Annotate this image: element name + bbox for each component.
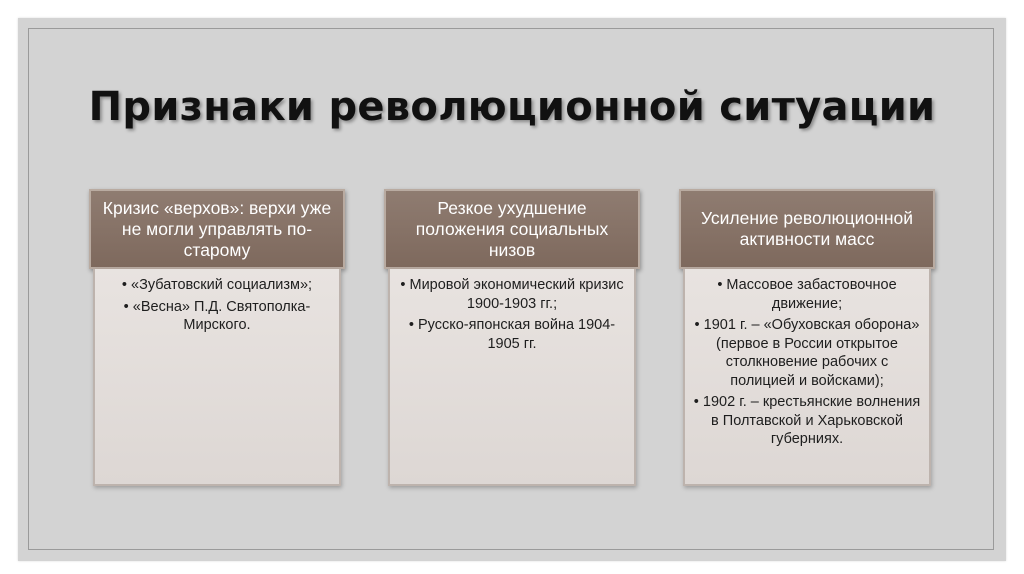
list-item: • Массовое забастовочное движение; bbox=[693, 276, 921, 313]
list-item: • «Весна» П.Д. Святополка-Мирского. bbox=[103, 298, 331, 335]
bullet-list bbox=[693, 276, 921, 449]
slide bbox=[18, 18, 1006, 561]
list-item: • 1901 г. – «Обуховская оборона» (первое в России открытое столкновение рабочих с полицией и войсками); bbox=[693, 316, 921, 390]
column-header-text: Усиление революционной активности масс bbox=[700, 208, 914, 249]
list-item: • Мировой экономический кризис 1900-1903 гг.; bbox=[398, 276, 626, 313]
list-item: • 1902 г. – крестьянские волнения в Полтавской и Харьковской губерниях. bbox=[693, 393, 921, 449]
column-header bbox=[679, 189, 935, 269]
column-body bbox=[388, 269, 636, 486]
bullet-list bbox=[398, 276, 626, 353]
bullet-list bbox=[103, 276, 331, 335]
list-item: • Русско-японская война 1904-1905 гг. bbox=[398, 316, 626, 353]
column-header-text: Кризис «верхов»: верхи уже не могли управлять по-старому bbox=[102, 197, 332, 260]
list-item: • «Зубатовский социализм»; bbox=[103, 276, 331, 295]
column-header-text: Резкое ухудшение положения социальных низов bbox=[415, 197, 609, 260]
column-header bbox=[384, 189, 640, 269]
column-mass-activity bbox=[679, 189, 935, 486]
column-worsening-of-lower-classes bbox=[384, 189, 640, 486]
column-header bbox=[89, 189, 345, 269]
column-body bbox=[683, 269, 931, 486]
slide-title: Признаки революционной ситуации bbox=[88, 84, 936, 130]
column-body bbox=[93, 269, 341, 486]
column-crisis-of-elites bbox=[89, 189, 345, 486]
